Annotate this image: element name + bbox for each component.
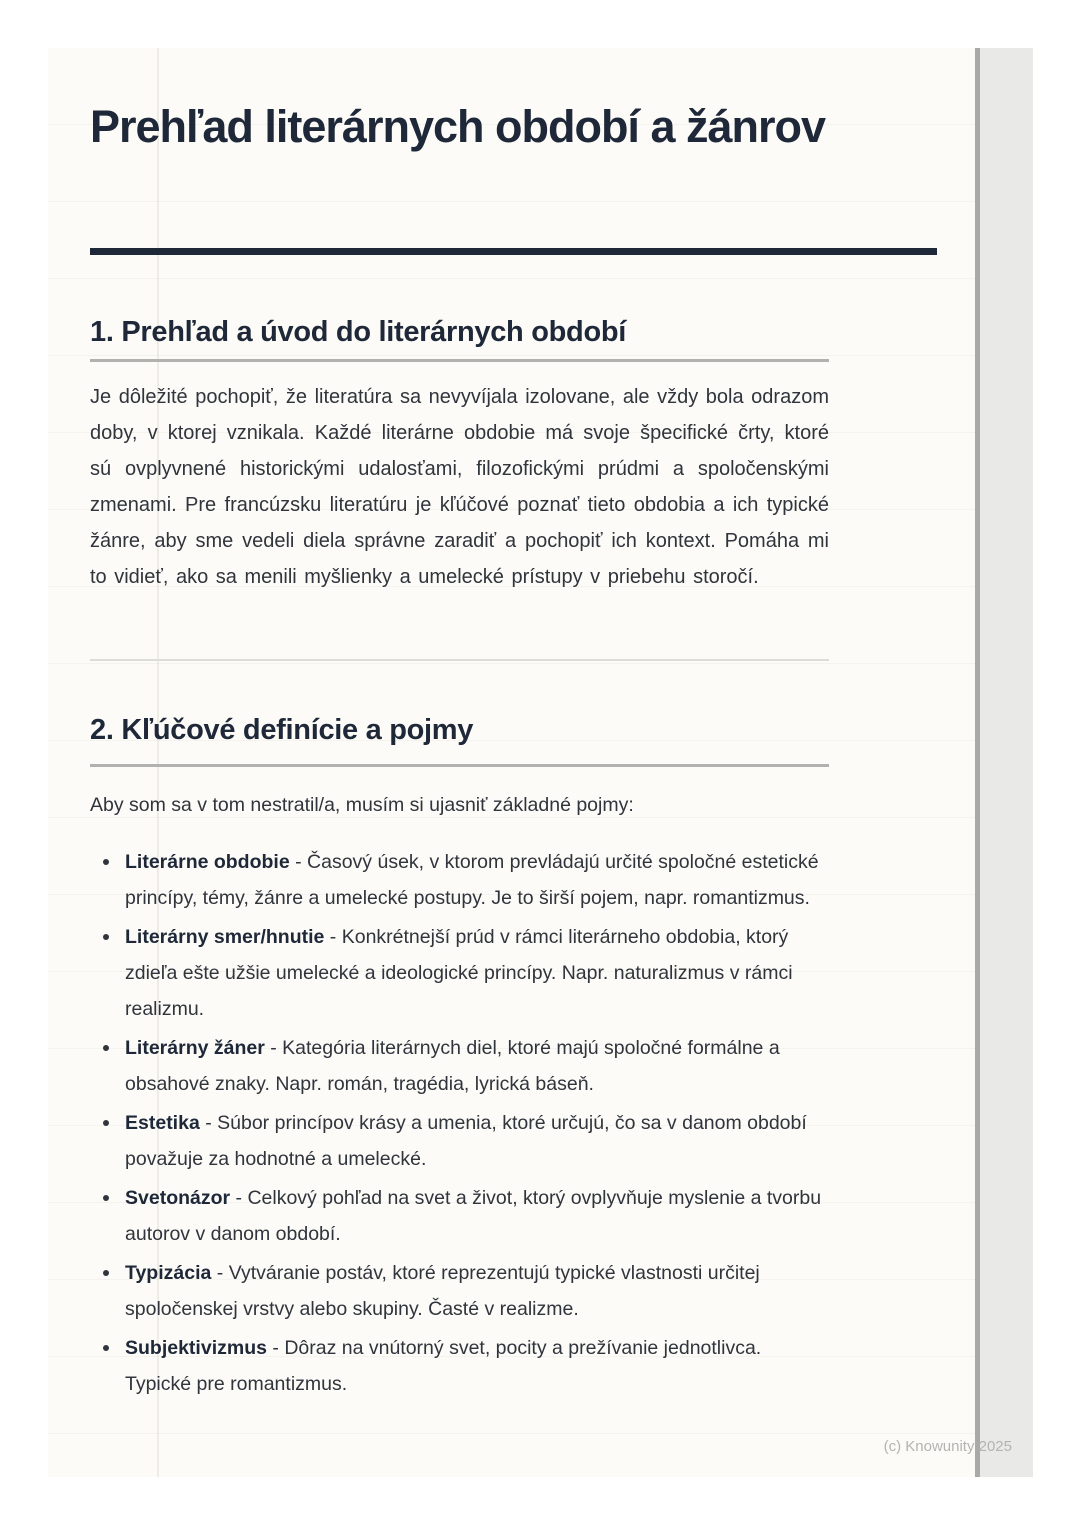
section-1-paragraph: Je dôležité pochopiť, že literatúra sa nevyvíjala izolovane, ale vždy bola odrazom doby, v ktorej vznikala. Každé literárne obdobie má svoje špecifické črty, ktoré sú ovplyvnené historickými udalosťami, filozofickými prúdmi a spoločenskými zmenami. Pre francúzsku literatúru je kľúčové poznať tieto obdobia a ich typické žánre, aby sme vedeli diela správne zaradiť a pochopiť ich kontext. Pomáha mi to vidieť, ako sa menili myšlienky a umelecké prístupy v priebehu storočí. — [90, 386, 829, 588]
term-separator: - — [264, 1037, 283, 1059]
bullet-icon — [103, 859, 109, 865]
term-label: Typizácia — [125, 1262, 212, 1284]
term-definition: Kategória literárnych diel, ktoré majú spoločné formálne a obsahové znaky. Napr. román, tragédia, lyrická báseň. — [125, 1037, 780, 1095]
definition-item — [90, 1330, 829, 1402]
right-page-strip — [975, 48, 1033, 1477]
definitions-list — [90, 844, 829, 1405]
definition-item — [90, 1180, 829, 1252]
copyright-watermark: (c) Knowunity 2025 — [883, 1438, 1012, 1455]
definition-item — [90, 1255, 829, 1327]
bullet-icon — [103, 934, 109, 940]
section-2-heading-rule — [90, 764, 829, 767]
page-title: Prehľad literárnych období a žánrov — [90, 101, 826, 152]
bullet-icon — [103, 1195, 109, 1201]
term-label: Estetika — [125, 1112, 200, 1134]
term-definition: Časový úsek, v ktorom prevládajú určité spoločné estetické princípy, témy, žánre a umelecké postupy. Je to širší pojem, napr. romantizmus. — [125, 851, 819, 909]
term-separator: - — [230, 1187, 248, 1209]
section-divider — [90, 659, 829, 661]
term-separator: - — [211, 1262, 229, 1284]
term-separator: - — [266, 1337, 285, 1359]
definitions-intro: Aby som sa v tom nestratil/a, musím si ujasniť základné pojmy: — [90, 794, 634, 816]
definition-item — [90, 1105, 829, 1177]
term-separator: - — [199, 1112, 218, 1134]
bullet-icon — [103, 1270, 109, 1276]
term-separator: - — [289, 851, 308, 873]
title-divider-rule — [90, 248, 937, 255]
term-separator: - — [324, 926, 342, 948]
definition-item — [90, 844, 829, 916]
definition-item — [90, 1030, 829, 1102]
term-definition: Súbor princípov krásy a umenia, ktoré určujú, čo sa v danom období považuje za hodnotné a umelecké. — [125, 1112, 807, 1170]
bullet-icon — [103, 1120, 109, 1126]
term-label: Literárny žáner — [125, 1037, 265, 1059]
bullet-icon — [103, 1345, 109, 1351]
document-page — [48, 48, 975, 1477]
term-definition: Dôraz na vnútorný svet, pocity a prežívanie jednotlivca. Typické pre romantizmus. — [125, 1337, 762, 1395]
section-1-heading: 1. Prehľad a úvod do literárnych období — [90, 316, 627, 348]
section-1-heading-rule — [90, 359, 829, 362]
section-2-heading: 2. Kľúčové definície a pojmy — [90, 714, 474, 746]
term-label: Literárny smer/hnutie — [125, 926, 325, 948]
term-definition: Vytváranie postáv, ktoré reprezentujú typické vlastnosti určitej spoločenskej vrstvy alebo skupiny. Časté v realizme. — [125, 1262, 760, 1320]
term-definition: Konkrétnejší prúd v rámci literárneho obdobia, ktorý zdieľa ešte užšie umelecké a ideologické princípy. Napr. naturalizmus v rámci realizmu. — [125, 926, 793, 1020]
term-label: Literárne obdobie — [125, 851, 290, 873]
term-label: Subjektivizmus — [125, 1337, 267, 1359]
term-label: Svetonázor — [125, 1187, 231, 1209]
bullet-icon — [103, 1045, 109, 1051]
definition-item — [90, 919, 829, 1027]
term-definition: Celkový pohľad na svet a život, ktorý ovplyvňuje myslenie a tvorbu autorov v danom období. — [125, 1187, 822, 1245]
